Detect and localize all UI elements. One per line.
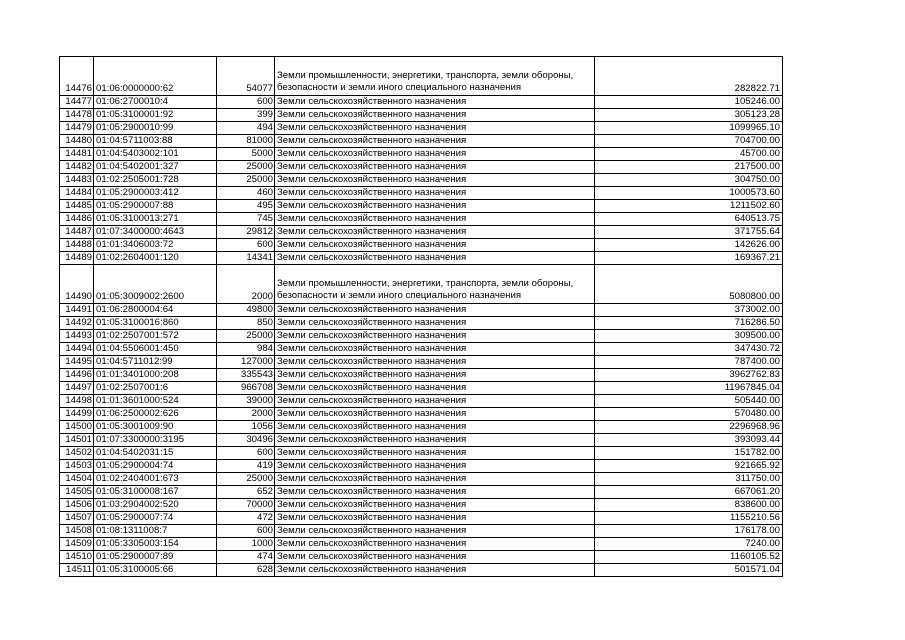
cadastral-number: 01:05:3100016:860 (94, 317, 217, 330)
area-value: 25000 (217, 174, 275, 187)
area-value: 2000 (217, 408, 275, 421)
table-body (60, 57, 783, 577)
row-number: 14497 (60, 382, 94, 395)
table-row (60, 499, 783, 512)
cadastral-number: 01:01:3401000:208 (94, 369, 217, 382)
area-value: 54077 (217, 57, 275, 96)
cadastral-number: 01:04:5402001:327 (94, 161, 217, 174)
table-row (60, 226, 783, 239)
area-value: 25000 (217, 330, 275, 343)
row-number: 14508 (60, 525, 94, 538)
area-value: 460 (217, 187, 275, 200)
cadastral-value: 3962762.83 (595, 369, 783, 382)
cadastral-value: 309500.00 (595, 330, 783, 343)
area-value: 70000 (217, 499, 275, 512)
table-row (60, 96, 783, 109)
table-row (60, 57, 783, 96)
land-category: Земли сельскохозяйственного назначения (275, 564, 595, 577)
table-row (60, 109, 783, 122)
land-parcel-table (59, 56, 783, 577)
table-row (60, 395, 783, 408)
cadastral-number: 01:05:3001009:90 (94, 421, 217, 434)
cadastral-value: 311750.00 (595, 473, 783, 486)
land-category: Земли сельскохозяйственного назначения (275, 382, 595, 395)
land-category: Земли сельскохозяйственного назначения (275, 122, 595, 135)
area-value: 399 (217, 109, 275, 122)
area-value: 745 (217, 213, 275, 226)
land-category: Земли сельскохозяйственного назначения (275, 460, 595, 473)
row-number: 14483 (60, 174, 94, 187)
row-number: 14487 (60, 226, 94, 239)
land-category: Земли сельскохозяйственного назначения (275, 174, 595, 187)
area-value: 1000 (217, 538, 275, 551)
row-number: 14509 (60, 538, 94, 551)
cadastral-value: 2296968.96 (595, 421, 783, 434)
table-row (60, 447, 783, 460)
row-number: 14485 (60, 200, 94, 213)
table-row (60, 265, 783, 304)
cadastral-value: 142626.00 (595, 239, 783, 252)
table-row (60, 408, 783, 421)
cadastral-number: 01:06:2500002:626 (94, 408, 217, 421)
land-category: Земли сельскохозяйственного назначения (275, 200, 595, 213)
cadastral-number: 01:06:0000000:62 (94, 57, 217, 96)
land-category: Земли сельскохозяйственного назначения (275, 395, 595, 408)
cadastral-number: 01:04:5506001:450 (94, 343, 217, 356)
cadastral-value: 373002.00 (595, 304, 783, 317)
cadastral-number: 01:02:2604001:120 (94, 252, 217, 265)
area-value: 600 (217, 525, 275, 538)
cadastral-number: 01:05:3009002:2600 (94, 265, 217, 304)
cadastral-value: 347430.72 (595, 343, 783, 356)
area-value: 652 (217, 486, 275, 499)
cadastral-number: 01:05:3100013:271 (94, 213, 217, 226)
cadastral-number: 01:02:2507001:6 (94, 382, 217, 395)
cadastral-number: 01:05:3100008:167 (94, 486, 217, 499)
land-category: Земли сельскохозяйственного назначения (275, 434, 595, 447)
land-category: Земли сельскохозяйственного назначения (275, 499, 595, 512)
area-value: 29812 (217, 226, 275, 239)
land-category: Земли сельскохозяйственного назначения (275, 356, 595, 369)
land-category: Земли промышленности, энергетики, транспорта, земли обороны, безопасности и земли иного специального назначения (275, 265, 595, 304)
land-category: Земли сельскохозяйственного назначения (275, 239, 595, 252)
area-value: 30496 (217, 434, 275, 447)
land-category: Земли сельскохозяйственного назначения (275, 538, 595, 551)
row-number: 14490 (60, 265, 94, 304)
table-row (60, 356, 783, 369)
land-category: Земли сельскохозяйственного назначения (275, 525, 595, 538)
cadastral-value: 7240.00 (595, 538, 783, 551)
cadastral-value: 1000573.60 (595, 187, 783, 200)
cadastral-value: 393093.44 (595, 434, 783, 447)
area-value: 850 (217, 317, 275, 330)
cadastral-number: 01:05:2900004:74 (94, 460, 217, 473)
cadastral-number: 01:02:2505001:728 (94, 174, 217, 187)
land-category: Земли сельскохозяйственного назначения (275, 187, 595, 200)
table-row (60, 564, 783, 577)
cadastral-value: 704700.00 (595, 135, 783, 148)
table-row (60, 460, 783, 473)
cadastral-value: 667061.20 (595, 486, 783, 499)
area-value: 81000 (217, 135, 275, 148)
land-category: Земли сельскохозяйственного назначения (275, 96, 595, 109)
cadastral-number: 01:05:2900003:412 (94, 187, 217, 200)
row-number: 14486 (60, 213, 94, 226)
table-row (60, 512, 783, 525)
area-value: 49800 (217, 304, 275, 317)
table-row (60, 486, 783, 499)
cadastral-number: 01:07:3400000:4643 (94, 226, 217, 239)
area-value: 127000 (217, 356, 275, 369)
cadastral-number: 01:05:2900010:99 (94, 122, 217, 135)
table-row (60, 135, 783, 148)
table-row (60, 551, 783, 564)
area-value: 1056 (217, 421, 275, 434)
row-number: 14494 (60, 343, 94, 356)
row-number: 14492 (60, 317, 94, 330)
cadastral-number: 01:06:2700010:4 (94, 96, 217, 109)
row-number: 14491 (60, 304, 94, 317)
cadastral-value: 570480.00 (595, 408, 783, 421)
table-row (60, 213, 783, 226)
land-category: Земли сельскохозяйственного назначения (275, 512, 595, 525)
land-category: Земли сельскохозяйственного назначения (275, 109, 595, 122)
area-value: 25000 (217, 473, 275, 486)
cadastral-number: 01:02:2507001:572 (94, 330, 217, 343)
area-value: 600 (217, 96, 275, 109)
row-number: 14489 (60, 252, 94, 265)
table-row (60, 122, 783, 135)
table-row (60, 304, 783, 317)
row-number: 14493 (60, 330, 94, 343)
row-number: 14498 (60, 395, 94, 408)
row-number: 14496 (60, 369, 94, 382)
row-number: 14482 (60, 161, 94, 174)
area-value: 984 (217, 343, 275, 356)
cadastral-value: 305123.28 (595, 109, 783, 122)
land-category: Земли сельскохозяйственного назначения (275, 317, 595, 330)
cadastral-value: 176178.00 (595, 525, 783, 538)
cadastral-number: 01:05:2900007:88 (94, 200, 217, 213)
area-value: 494 (217, 122, 275, 135)
table-row (60, 330, 783, 343)
table-row (60, 200, 783, 213)
land-category: Земли сельскохозяйственного назначения (275, 330, 595, 343)
area-value: 600 (217, 239, 275, 252)
land-category: Земли сельскохозяйственного назначения (275, 551, 595, 564)
table-row (60, 252, 783, 265)
cadastral-value: 505440.00 (595, 395, 783, 408)
area-value: 5000 (217, 148, 275, 161)
cadastral-value: 282822.71 (595, 57, 783, 96)
table-row (60, 382, 783, 395)
cadastral-number: 01:06:2800004:64 (94, 304, 217, 317)
cadastral-number: 01:05:2900007:74 (94, 512, 217, 525)
land-category: Земли сельскохозяйственного назначения (275, 486, 595, 499)
cadastral-number: 01:04:5711012:99 (94, 356, 217, 369)
cadastral-value: 371755.64 (595, 226, 783, 239)
cadastral-value: 5080800.00 (595, 265, 783, 304)
table-row (60, 148, 783, 161)
row-number: 14504 (60, 473, 94, 486)
table-row (60, 239, 783, 252)
cadastral-value: 11967845.04 (595, 382, 783, 395)
row-number: 14505 (60, 486, 94, 499)
area-value: 966708 (217, 382, 275, 395)
table-row (60, 538, 783, 551)
land-category: Земли сельскохозяйственного назначения (275, 473, 595, 486)
area-value: 628 (217, 564, 275, 577)
cadastral-number: 01:07:3300000:3195 (94, 434, 217, 447)
cadastral-number: 01:01:3601000:524 (94, 395, 217, 408)
land-category: Земли сельскохозяйственного назначения (275, 408, 595, 421)
row-number: 14479 (60, 122, 94, 135)
cadastral-number: 01:04:5711003:88 (94, 135, 217, 148)
cadastral-value: 151782.00 (595, 447, 783, 460)
area-value: 25000 (217, 161, 275, 174)
table-row (60, 343, 783, 356)
row-number: 14511 (60, 564, 94, 577)
cadastral-value: 921665.92 (595, 460, 783, 473)
row-number: 14480 (60, 135, 94, 148)
land-category: Земли сельскохозяйственного назначения (275, 421, 595, 434)
land-category: Земли сельскохозяйственного назначения (275, 135, 595, 148)
row-number: 14495 (60, 356, 94, 369)
land-category: Земли сельскохозяйственного назначения (275, 343, 595, 356)
cadastral-value: 1211502.60 (595, 200, 783, 213)
cadastral-number: 01:01:3406003:72 (94, 239, 217, 252)
row-number: 14478 (60, 109, 94, 122)
land-category: Земли сельскохозяйственного назначения (275, 226, 595, 239)
row-number: 14506 (60, 499, 94, 512)
area-value: 419 (217, 460, 275, 473)
cadastral-number: 01:05:3100005:66 (94, 564, 217, 577)
row-number: 14510 (60, 551, 94, 564)
table-row (60, 525, 783, 538)
area-value: 2000 (217, 265, 275, 304)
table-row (60, 174, 783, 187)
land-category: Земли промышленности, энергетики, транспорта, земли обороны, безопасности и земли иного специального назначения (275, 57, 595, 96)
cadastral-value: 105246.00 (595, 96, 783, 109)
area-value: 335543 (217, 369, 275, 382)
row-number: 14477 (60, 96, 94, 109)
land-category: Земли сельскохозяйственного назначения (275, 304, 595, 317)
table-row (60, 317, 783, 330)
cadastral-value: 169367.21 (595, 252, 783, 265)
cadastral-value: 787400.00 (595, 356, 783, 369)
row-number: 14500 (60, 421, 94, 434)
area-value: 474 (217, 551, 275, 564)
cadastral-number: 01:08:1311008:7 (94, 525, 217, 538)
table-row (60, 369, 783, 382)
row-number: 14501 (60, 434, 94, 447)
cadastral-number: 01:04:5402031:15 (94, 447, 217, 460)
cadastral-value: 1099965.10 (595, 122, 783, 135)
table-row (60, 434, 783, 447)
area-value: 600 (217, 447, 275, 460)
table-row (60, 187, 783, 200)
cadastral-number: 01:04:5403002:101 (94, 148, 217, 161)
cadastral-value: 304750.00 (595, 174, 783, 187)
cadastral-number: 01:05:2900007:89 (94, 551, 217, 564)
cadastral-value: 217500.00 (595, 161, 783, 174)
row-number: 14481 (60, 148, 94, 161)
land-category: Земли сельскохозяйственного назначения (275, 252, 595, 265)
cadastral-value: 501571.04 (595, 564, 783, 577)
row-number: 14488 (60, 239, 94, 252)
cadastral-value: 640513.75 (595, 213, 783, 226)
land-category: Земли сельскохозяйственного назначения (275, 447, 595, 460)
land-category: Земли сельскохозяйственного назначения (275, 213, 595, 226)
cadastral-number: 01:05:3100001:92 (94, 109, 217, 122)
row-number: 14503 (60, 460, 94, 473)
land-category: Земли сельскохозяйственного назначения (275, 148, 595, 161)
area-value: 495 (217, 200, 275, 213)
row-number: 14502 (60, 447, 94, 460)
cadastral-value: 45700.00 (595, 148, 783, 161)
land-category: Земли сельскохозяйственного назначения (275, 369, 595, 382)
cadastral-value: 838600.00 (595, 499, 783, 512)
area-value: 472 (217, 512, 275, 525)
area-value: 14341 (217, 252, 275, 265)
table-row (60, 421, 783, 434)
cadastral-number: 01:03:2904002:520 (94, 499, 217, 512)
row-number: 14476 (60, 57, 94, 96)
row-number: 14484 (60, 187, 94, 200)
cadastral-value: 716286.50 (595, 317, 783, 330)
cadastral-number: 01:02:2404001:673 (94, 473, 217, 486)
table-row (60, 473, 783, 486)
table-row (60, 161, 783, 174)
cadastral-number: 01:05:3305003:154 (94, 538, 217, 551)
cadastral-value: 1160105.52 (595, 551, 783, 564)
cadastral-value: 1155210.56 (595, 512, 783, 525)
row-number: 14499 (60, 408, 94, 421)
row-number: 14507 (60, 512, 94, 525)
area-value: 39000 (217, 395, 275, 408)
land-category: Земли сельскохозяйственного назначения (275, 161, 595, 174)
